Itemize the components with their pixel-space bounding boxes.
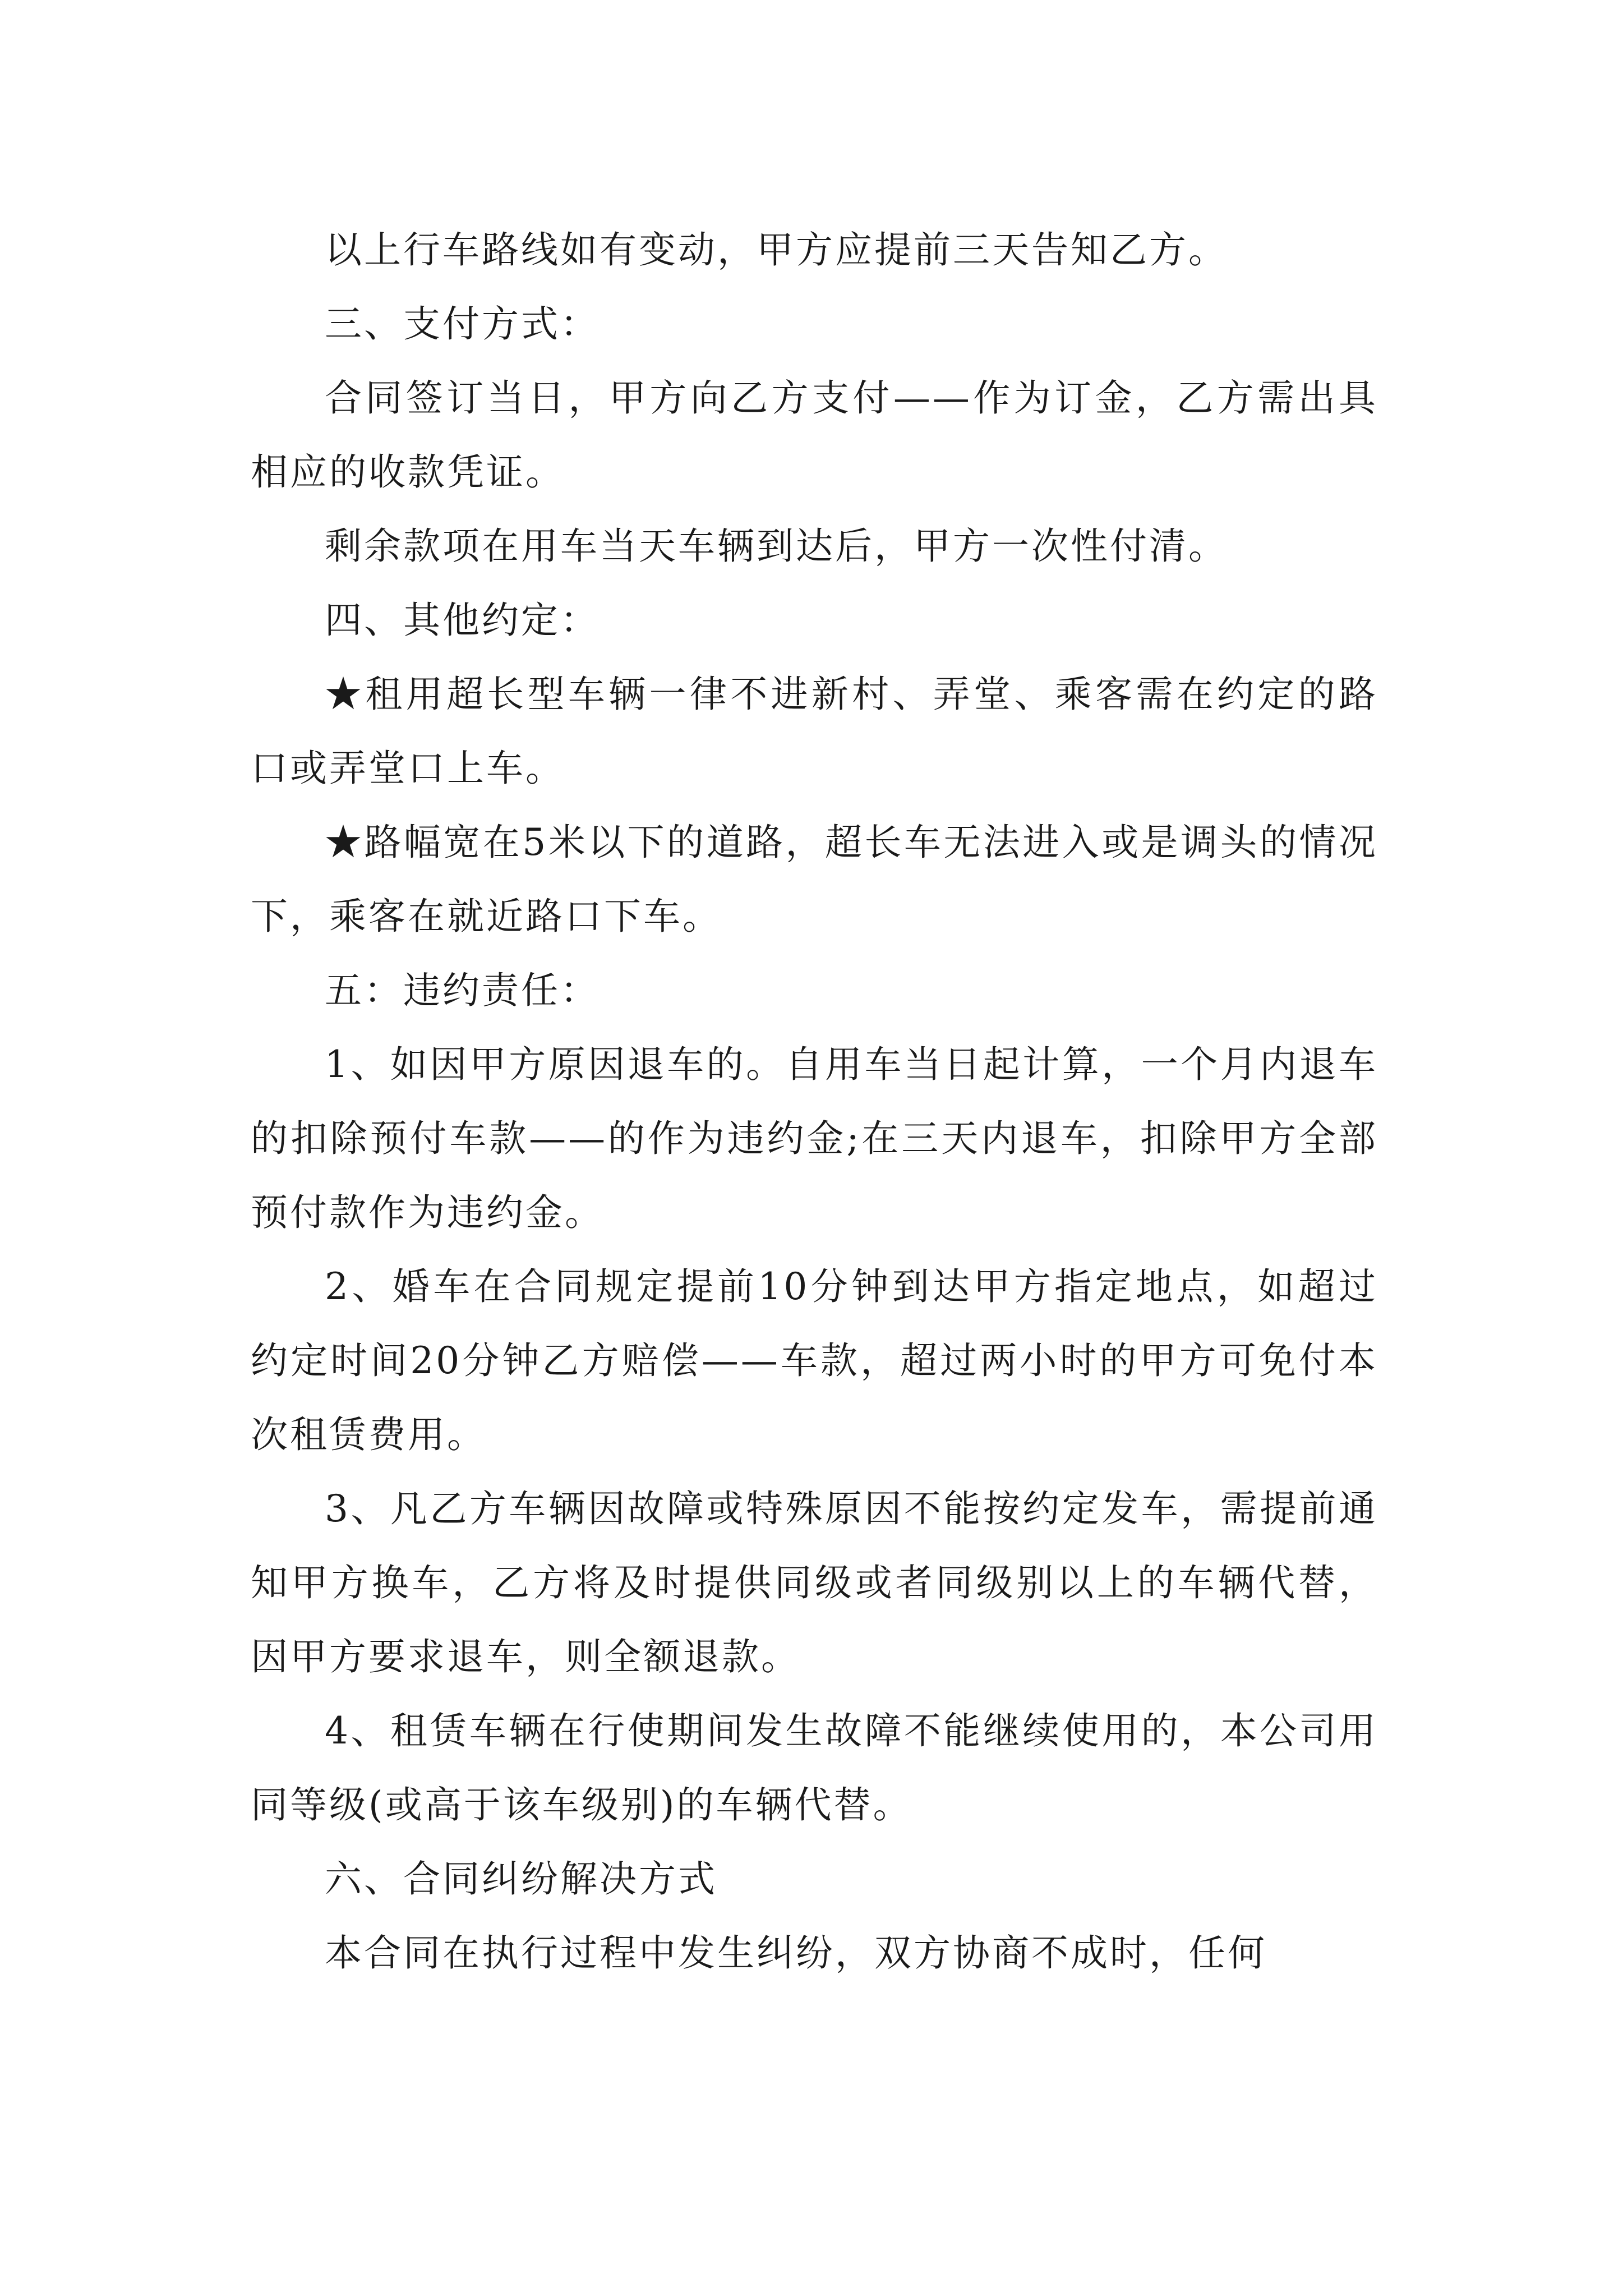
- heading-dispute-resolution: 六、合同纠纷解决方式: [325, 1857, 717, 1901]
- paragraph-dispute: 本合同在执行过程中发生纠纷，双方协商不成时，任何: [325, 1931, 1267, 1975]
- paragraph-liability-3: 3、凡乙方车辆因故障或特殊原因不能按约定发车，需提前通知甲方换车，乙方将及时提供同级或者同级别以上的车辆代替，因甲方要求退车，则全额退款。: [251, 1487, 1378, 1678]
- paragraph-remaining-payment: 剩余款项在用车当天车辆到达后，甲方一次性付清。: [325, 524, 1228, 568]
- heading-payment-method: 三、支付方式：: [325, 302, 600, 346]
- heading-breach-liability: 五：违约责任：: [325, 969, 600, 1012]
- paragraph-narrow-road-rule: ★路幅宽在5米以下的道路，超长车无法进入或是调头的情况下，乘客在就近路口下车。: [251, 821, 1378, 938]
- heading-other-agreements: 四、其他约定：: [325, 599, 600, 642]
- document-page: [251, 213, 1378, 1990]
- paragraph-long-vehicle-rule: ★租用超长型车辆一律不进新村、弄堂、乘客需在约定的路口或弄堂口上车。: [251, 673, 1378, 790]
- paragraph-liability-1: 1、如因甲方原因退车的。自用车当日起计算，一个月内退车的扣除预付车款——的作为违约金;在三天内退车，扣除甲方全部预付款作为违约金。: [251, 1043, 1378, 1234]
- paragraph-deposit: 合同签订当日，甲方向乙方支付——作为订金，乙方需出具相应的收款凭证。: [251, 376, 1378, 494]
- paragraph-route-change: 以上行车路线如有变动，甲方应提前三天告知乙方。: [325, 228, 1228, 272]
- paragraph-liability-2: 2、婚车在合同规定提前10分钟到达甲方指定地点，如超过约定时间20分钟乙方赔偿——车款，超过两小时的甲方可免付本次租赁费用。: [251, 1265, 1378, 1456]
- paragraph-liability-4: 4、租赁车辆在行使期间发生故障不能继续使用的，本公司用同等级(或高于该车级别)的车辆代替。: [251, 1709, 1378, 1826]
